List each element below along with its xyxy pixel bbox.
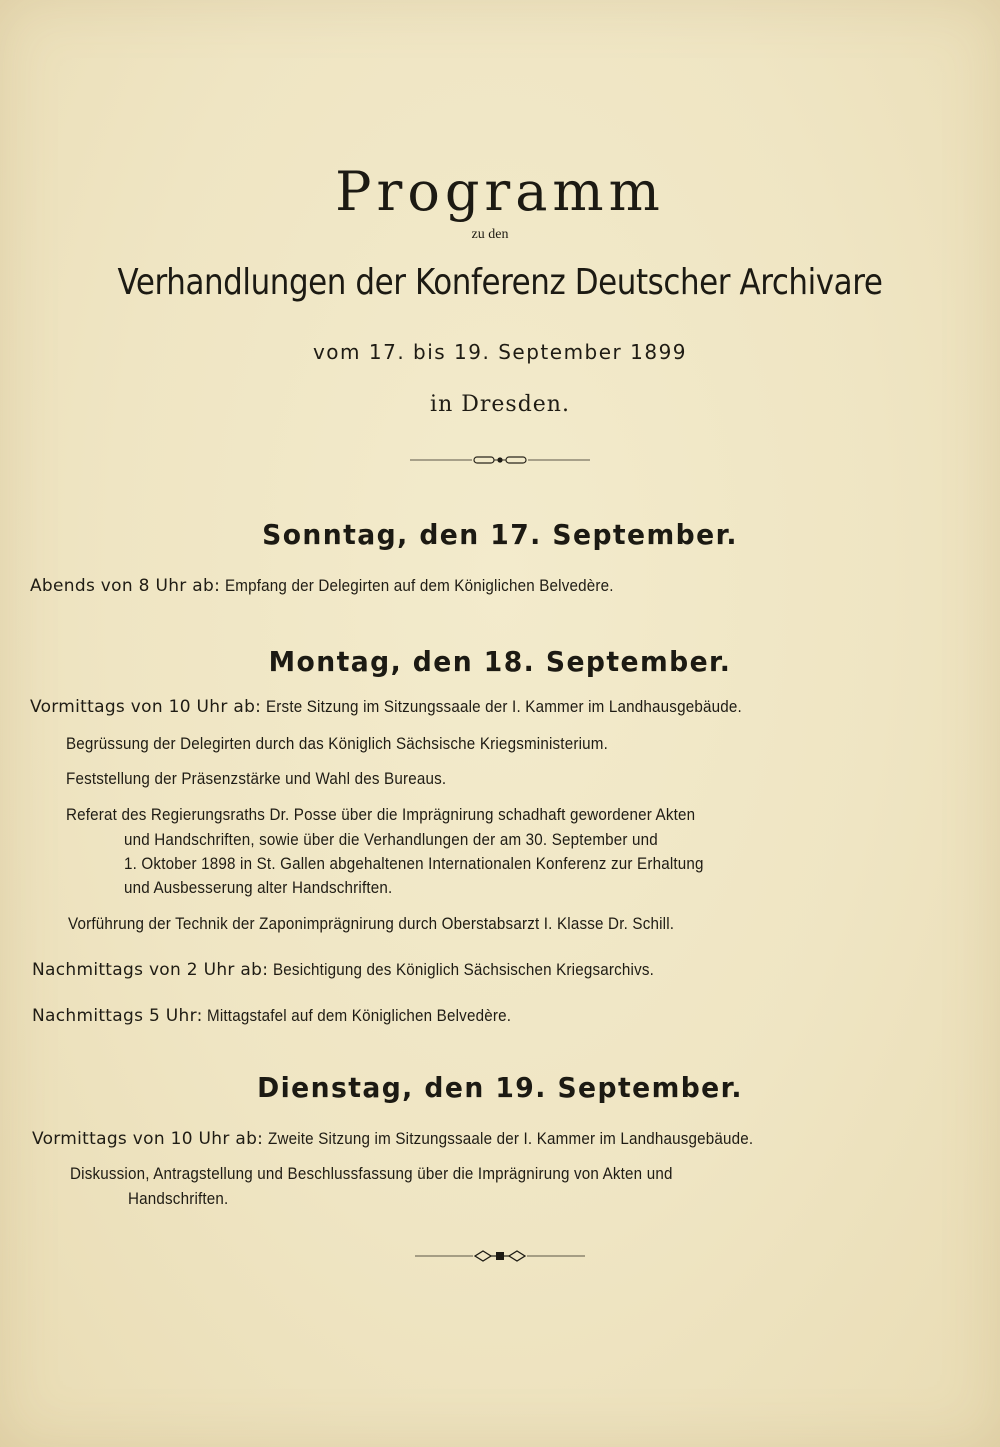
conference-place: in Dresden. (430, 392, 570, 417)
agenda-item-text: Referat des Regierungsraths Dr. Posse über die Imprägnirung schadhaft gewordener Akten (66, 806, 696, 824)
schedule-entry (32, 959, 687, 980)
agenda-item-continuation (124, 829, 704, 850)
entry-time: Nachmittags von 2 Uhr ab: (32, 960, 269, 980)
divider-ornament-top (0, 452, 1000, 468)
agenda-item-text: Feststellung der Präsenzstärke und Wahl des Bureaus. (66, 770, 447, 788)
document-title: Programm (335, 160, 665, 223)
divider-ornament-bottom (0, 1247, 1000, 1265)
day-heading-tuesday: Dienstag, den 19. September. (257, 1071, 743, 1104)
schedule-entry (32, 1005, 538, 1026)
entry-time: Nachmittags 5 Uhr: (32, 1006, 203, 1026)
agenda-item-continuation (124, 853, 754, 874)
entry-text: Besichtigung des Königlich Sächsischen Kriegsarchivs. (272, 961, 654, 979)
agenda-item (70, 1163, 725, 1184)
agenda-item (68, 913, 727, 934)
agenda-item-continuation (124, 877, 416, 898)
agenda-item-text: Begrüssung der Delegirten durch das Königlich Sächsische Kriegsministerium. (66, 735, 608, 753)
document-subtitle: Verhandlungen der Konferenz Deutscher Archivare (117, 262, 883, 303)
agenda-item (66, 804, 750, 825)
floral-ornament-icon (415, 1247, 585, 1265)
scroll-ornament-icon (410, 452, 590, 468)
agenda-item-text: und Handschriften, sowie über die Verhandlungen der am 30. September und (124, 831, 658, 849)
entry-text: Zweite Sitzung im Sitzungssaale der I. Kammer im Landhausgebäude. (267, 1130, 754, 1148)
day-heading-sunday: Sonntag, den 17. September. (262, 518, 738, 551)
agenda-item (66, 733, 655, 754)
title-connector: zu den (471, 227, 509, 242)
entry-time: Vormittags von 10 Uhr ab: (32, 1129, 264, 1149)
agenda-item-text: 1. Oktober 1898 in St. Gallen abgehaltenen Internationalen Konferenz zur Erhaltung (124, 855, 704, 873)
schedule-entry (30, 575, 647, 596)
day-heading-monday: Montag, den 18. September. (268, 645, 732, 678)
schedule-entry (30, 696, 783, 717)
entry-time: Abends von 8 Uhr ab: (30, 576, 221, 596)
agenda-item-text: und Ausbesserung alter Handschriften. (124, 879, 393, 897)
conference-dates: vom 17. bis 19. September 1899 (312, 340, 688, 364)
agenda-item-text: Handschriften. (128, 1190, 229, 1208)
schedule-entry (32, 1128, 795, 1149)
entry-text: Mittagstafel auf dem Königlichen Belvedère. (207, 1007, 512, 1025)
entry-text: Empfang der Delegirten auf dem Königlichen Belvedère. (224, 577, 614, 595)
entry-time: Vormittags von 10 Uhr ab: (30, 697, 262, 717)
agenda-item-continuation (128, 1188, 237, 1209)
agenda-item-text: Diskussion, Antragstellung und Beschlussfassung über die Imprägnirung von Akten und (70, 1165, 673, 1183)
agenda-item (66, 768, 479, 789)
agenda-item-text: Vorführung der Technik der Zaponimprägnirung durch Oberstabsarzt I. Klasse Dr. Schill. (68, 915, 675, 933)
entry-text: Erste Sitzung im Sitzungssaale der I. Kammer im Landhausgebäude. (265, 698, 742, 716)
